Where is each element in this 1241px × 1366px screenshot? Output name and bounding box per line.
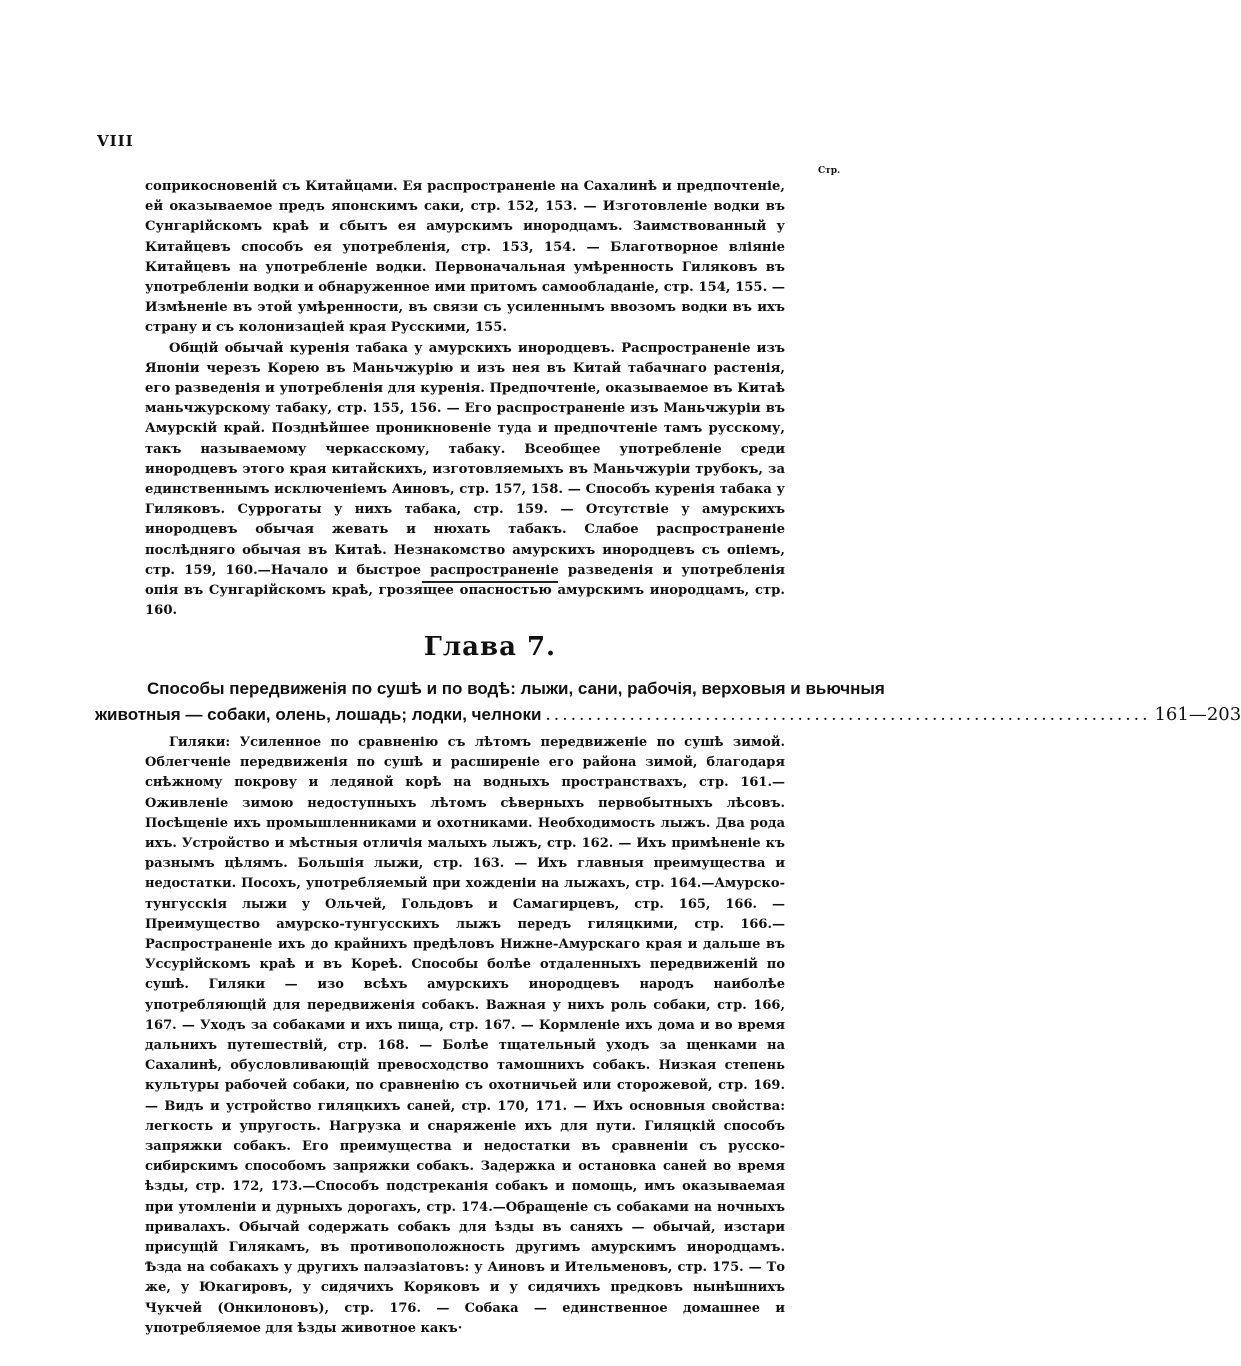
page-number: VIII [97,132,134,150]
chapter-heading-line2: животныя — собаки, олень, лошадь; лодки, челноки [95,705,542,724]
paragraph: соприкосновеній съ Китайцами. Ея распространеніе на Сахалинѣ и предпочтеніе, ей оказываемое предъ японскимъ саки, стр. 152, 153. — Изготовленіе водки въ Сунгарійскомъ краѣ и сбытъ ея амурскимъ инородцамъ. Заимствованный у Китайцевъ способъ ея употребленія, стр. 153, 154. — Благотворное вліяніе Китайцевъ на употребленіе водки. Первоначальная умѣренность Гиляковъ въ употребленіи водки и обнаруженное ими притомъ самообладаніе, стр. 154, 155. — Измѣненіе въ этой умѣренности, въ связи съ усиленнымъ ввозомъ водки въ ихъ страну и съ колонизаціей края Русскими, 155. [145,179,785,336]
chapter-page-range: 161—203 [1154,704,1241,725]
page-column-label: Стр. [818,166,841,176]
chapter-heading [95,676,1241,728]
dot-leader: ........................................................................ [545,705,1151,725]
section-divider [422,581,558,583]
chapter-heading-line2-row [95,702,1241,728]
paragraph: Гиляки: Усиленное по сравненію съ лѣтомъ передвиженіе по сушѣ зимой. Облегченіе передвиженія по сушѣ и расширеніе его района зимой, благодаря снѣжному покрову и ледяной корѣ на водныхъ пространствахъ, стр. 161.—Оживленіе зимою недоступныхъ лѣтомъ сѣверныхъ первобытныхъ лѣсовъ. Посѣщеніе ихъ промышленниками и охотниками. Необходимость лыжъ. Два рода ихъ. Устройство и мѣстныя отличія малыхъ лыжъ, стр. 162. — Ихъ примѣненіе къ разнымъ цѣлямъ. Большія лыжи, стр. 163. — Ихъ главныя преимущества и недостатки. Посохъ, употребляемый при хожденіи на лыжахъ, стр. 164.—Амурско-тунгусскія лыжи у Ольчей, Гольдовъ и Самагирцевъ, стр. 165, 166. — Преимущество амурско-тунгусскихъ лыжъ передъ гиляцкими, стр. 166.—Распространеніе ихъ до крайнихъ предѣловъ Нижне-Амурскаго края и дальше въ Уссурійскомъ краѣ и въ Кореѣ. Способы болѣе отдаленныхъ передвиженій по сушѣ. Гиляки — изо всѣхъ амурскихъ инородцевъ народъ наиболѣе употребляющій для передвиженія собакъ. Важная у нихъ роль собаки, стр. 166, 167. — Уходъ за собаками и ихъ пища, стр. 167. — Кормленіе ихъ дома и во время дальнихъ путешествій, стр. 168. — Болѣе тщательный уходъ за щенками на Сахалинѣ, обусловливающій превосходство тамошнихъ собакъ. Низкая степень культуры рабочей собаки, по сравненію съ охотничьей или сторожевой, стр. 169. — Видъ и устройство гиляцкихъ саней, стр. 170, 171. — Ихъ основныя свойства: легкость и упругость. Нагрузка и снаряженіе ихъ для пути. Гиляцкій способъ запряжки собакъ. Его преимущества и недостатки въ сравненіи съ русско-сибирскимъ способомъ запряжки собакъ. Задержка и остановка саней во время ѣзды, стр. 172, 173.—Способъ подстреканія собакъ и помощь, имъ оказываемая при утомленіи и дурныхъ дорогахъ, стр. 174.—Обращеніе съ собаками на ночныхъ привалахъ. Обычай содержать собакъ для ѣзды въ саняхъ — обычай, изстари присущій Гилякамъ, въ противоположность другимъ амурскимъ инородцамъ. Ѣзда на собакахъ у другихъ палэазіатовъ: у Аиновъ и Ительменовъ, стр. 175. — То же, у Юкагировъ, у сидячихъ Коряковъ и у сидячихъ предковъ нынѣшнихъ Чукчей (Онкилоновъ), стр. 176. — Собака — единственное домашнее и употребляемое для ѣзды животное какъ· [145,735,785,1336]
text-block-top [145,177,785,621]
paragraph: Общій обычай куренія табака у амурскихъ инородцевъ. Распространеніе изъ Японіи черезъ Корею въ Маньчжурію и изъ нея въ Китай табачнаго растенія, его разведенія и употребленія для куренія. Предпочтеніе, оказываемое въ Китаѣ маньчжурскому табаку, стр. 155, 156. — Его распространеніе изъ Маньчжуріи въ Амурскій край. Позднѣйшее проникновеніе туда и предпочтеніе тамъ русскому, такъ называемому черкасскому, табаку. Всеобщее употребленіе среди инородцевъ этого края китайскихъ, изготовляемыхъ въ Маньчжуріи трубокъ, за единственнымъ исключеніемъ Аиновъ, стр. 157, 158. — Способъ куренія табака у Гиляковъ. Суррогаты у нихъ табака, стр. 159. — Отсутствіе у амурскихъ инородцевъ обычая жевать и нюхать табакъ. Слабое распространеніе послѣдняго обычая въ Китаѣ. Незнакомство амурскихъ инородцевъ съ опіемъ, стр. 159, 160.—Начало и быстрое распространеніе разведенія и употребленія опія въ Сунгарійскомъ краѣ, грозящее опасностью амурскимъ инородцамъ, стр. 160. [145,340,785,619]
text-block-chapter [145,733,785,1339]
chapter-heading-line1: Способы передвиженія по сушѣ и по водѣ: лыжи, сани, рабочія, верховыя и вьючныя [147,679,885,698]
chapter-title: Глава 7. [423,632,557,662]
